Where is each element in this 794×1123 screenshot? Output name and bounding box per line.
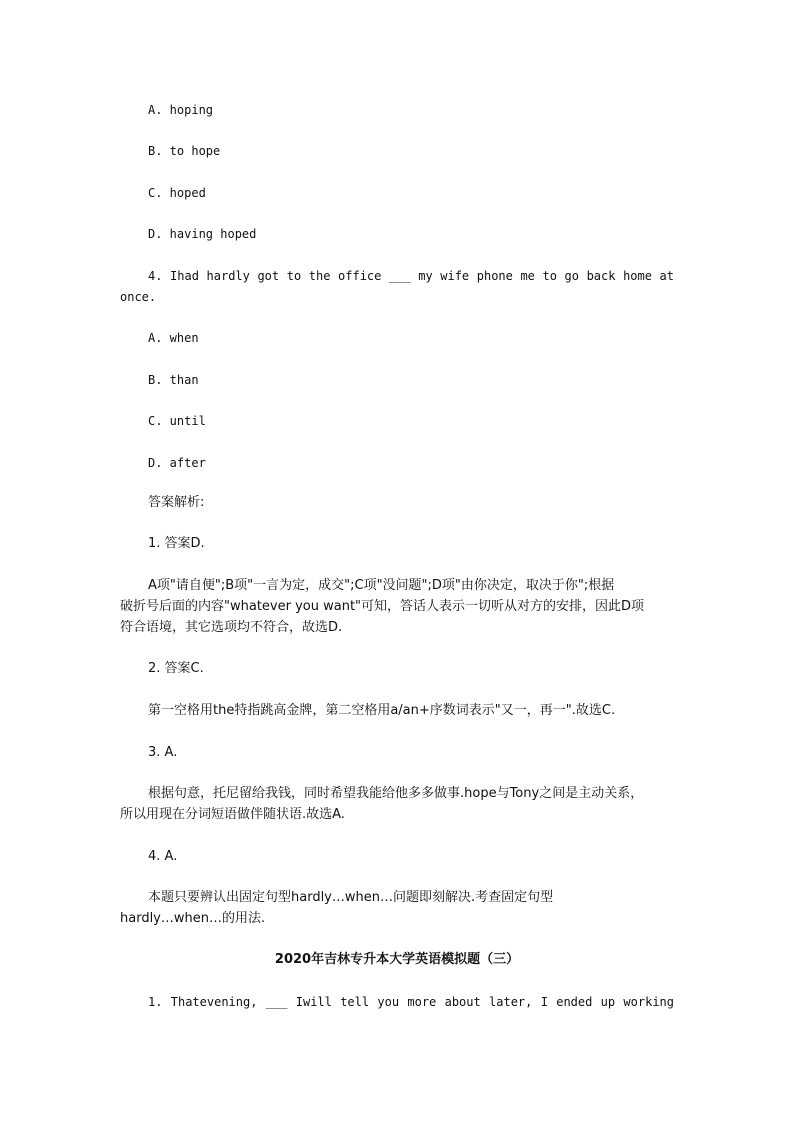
- q3-option-b: B. to hope: [148, 144, 221, 158]
- q3-option-c: C. hoped: [148, 186, 206, 200]
- answer-1-line2: 破折号后面的内容"whatever you want"可知，答话人表示一切听从对方的安排，因此D项: [120, 599, 645, 614]
- q3-option-a: A. hoping: [148, 103, 214, 117]
- q4-option-d: D. after: [148, 456, 206, 470]
- answer-4-line2: hardly…when…的用法.: [120, 911, 266, 926]
- q4-option-b: B. than: [148, 373, 199, 387]
- q4-option-c: C. until: [148, 414, 206, 428]
- answer-1-line1: A项"请自便";B项"一言为定，成交";C项"没问题";D项"由你决定，取决于你";根据: [148, 578, 615, 593]
- answer-3-line2: 所以用现在分词短语做伴随状语.故选A.: [120, 807, 345, 822]
- answer-3-label: 3. A.: [148, 745, 178, 760]
- answer-4-line1: 本题只要辨认出固定句型hardly…when…问题即刻解决.考查固定句型: [148, 890, 554, 905]
- q4-stem-line1: 4. Ihad hardly got to the office ___ my wife phone me to go back home at: [148, 269, 674, 283]
- answer-1-label: 1. 答案D.: [148, 536, 205, 551]
- section-title: 2020年吉林专升本大学英语模拟题（三）: [274, 952, 520, 967]
- answers-heading: 答案解析:: [148, 495, 205, 510]
- answer-4-label: 4. A.: [148, 849, 178, 864]
- answer-3-line1: 根据句意，托尼留给我钱，同时希望我能给他多多做事.hope与Tony之间是主动关系，: [148, 786, 644, 801]
- answer-2-label: 2. 答案C.: [148, 661, 204, 676]
- answer-1-line3: 符合语境，其它选项均不符合，故选D.: [120, 620, 343, 635]
- q4-stem-line2: once.: [120, 290, 157, 304]
- q4-option-a: A. when: [148, 331, 199, 345]
- q3-option-d: D. having hoped: [148, 227, 257, 241]
- section-q1-line1: 1. Thatevening, ___ Iwill tell you more about later, I ended up working: [148, 995, 674, 1009]
- answer-2-text: 第一空格用the特指跳高金牌，第二空格用a/an+序数词表示"又一，再一".故选C.: [148, 703, 616, 718]
